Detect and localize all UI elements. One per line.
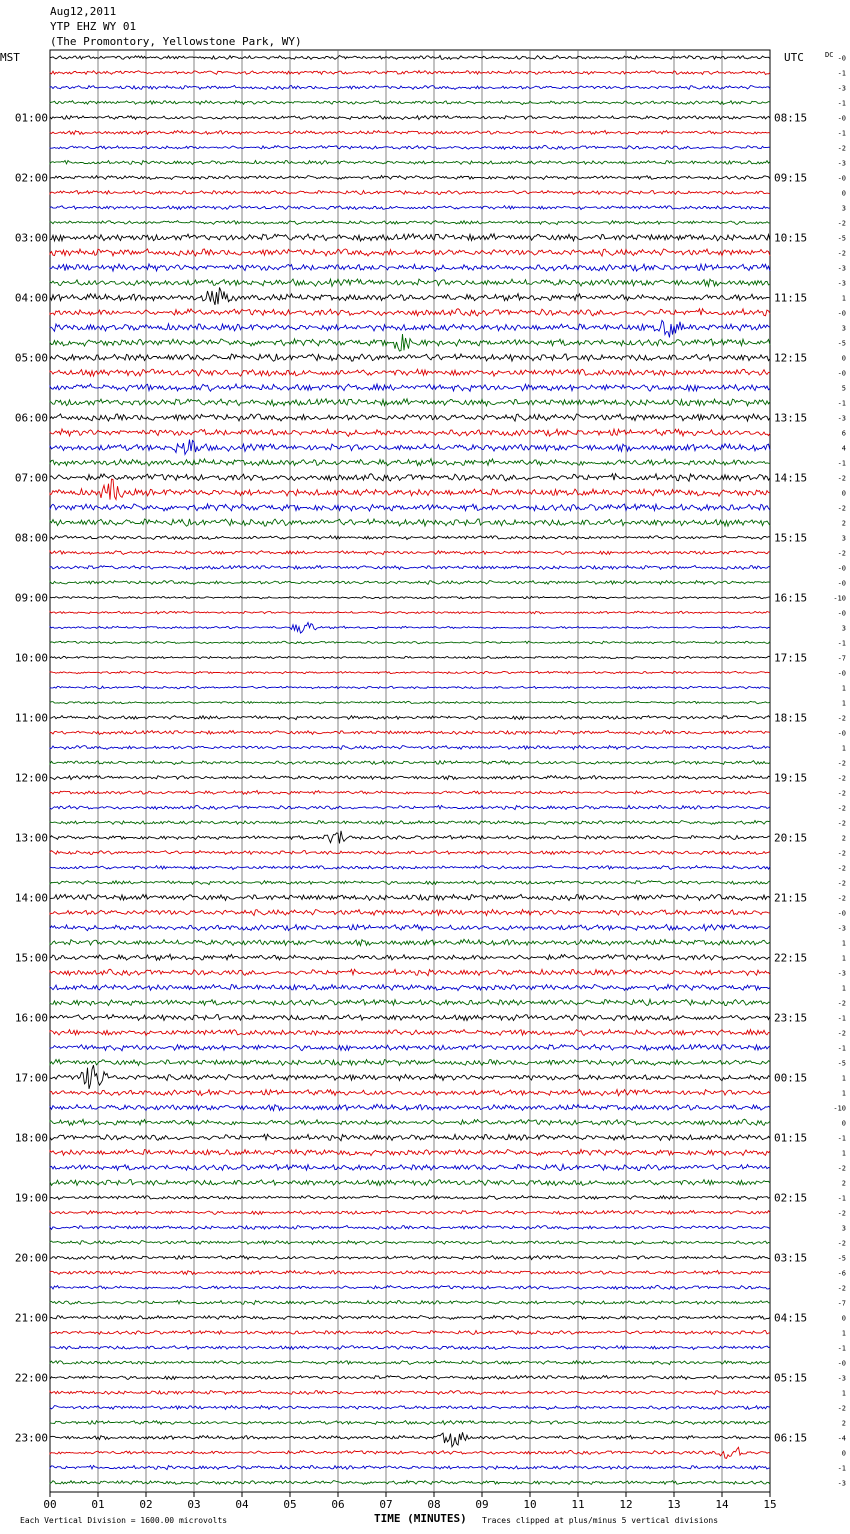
x-tick-label: 12 bbox=[619, 1498, 633, 1511]
x-tick-label: 13 bbox=[667, 1498, 681, 1511]
dc-offset-label: -0 bbox=[837, 54, 846, 63]
dc-offset-label: -3 bbox=[837, 414, 846, 423]
dc-offset-label: 0 bbox=[841, 1449, 846, 1458]
x-tick-label: 09 bbox=[475, 1498, 489, 1511]
dc-offset-label: -2 bbox=[837, 1239, 846, 1248]
trace-line bbox=[50, 731, 770, 735]
trace-line bbox=[50, 641, 770, 644]
dc-offset-label: -2 bbox=[837, 849, 846, 858]
trace-line bbox=[50, 821, 770, 825]
x-tick-label: 14 bbox=[715, 1498, 729, 1511]
trace-line bbox=[50, 1149, 770, 1155]
trace-line bbox=[50, 805, 770, 809]
dc-offset-label: -5 bbox=[837, 1254, 846, 1263]
dc-offset-label: -3 bbox=[837, 84, 846, 93]
trace-line bbox=[50, 1421, 770, 1425]
trace-line bbox=[50, 566, 770, 570]
dc-offset-label: -0 bbox=[837, 729, 846, 738]
trace-line bbox=[50, 101, 770, 105]
utc-hour-label: 03:15 bbox=[774, 1251, 808, 1265]
dc-offset-label: 5 bbox=[841, 384, 846, 393]
trace-line bbox=[50, 1030, 770, 1036]
dc-offset-label: 0 bbox=[841, 354, 846, 363]
dc-offset-label: -2 bbox=[837, 864, 846, 873]
dc-offset-label: -2 bbox=[837, 1164, 846, 1173]
utc-hour-label: 08:15 bbox=[774, 111, 808, 125]
utc-hour-label: 01:15 bbox=[774, 1131, 808, 1145]
trace-line bbox=[50, 1481, 770, 1485]
trace-line bbox=[50, 1391, 770, 1395]
trace-line bbox=[50, 1301, 770, 1305]
trace-line bbox=[50, 1059, 770, 1065]
utc-hour-label: 13:15 bbox=[774, 411, 808, 425]
utc-hour-label: 21:15 bbox=[774, 891, 808, 905]
dc-offset-label: 6 bbox=[841, 429, 846, 438]
dc-offset-label: -2 bbox=[837, 789, 846, 798]
dc-offset-label: -3 bbox=[837, 969, 846, 978]
trace-line bbox=[50, 384, 770, 391]
dc-offset-label: -1 bbox=[837, 99, 846, 108]
dc-offset-label: -3 bbox=[837, 264, 846, 273]
trace-line bbox=[50, 131, 770, 135]
trace-line bbox=[50, 939, 770, 945]
utc-hour-label: 11:15 bbox=[774, 291, 808, 305]
trace-line bbox=[50, 910, 770, 916]
dc-offset-label: -0 bbox=[837, 564, 846, 573]
x-tick-label: 01 bbox=[91, 1498, 105, 1511]
dc-offset-label: -2 bbox=[837, 219, 846, 228]
mst-hour-label: 14:00 bbox=[14, 891, 48, 905]
mst-hour-label: 19:00 bbox=[14, 1191, 48, 1205]
dc-offset-label: -2 bbox=[837, 759, 846, 768]
trace-line bbox=[50, 791, 770, 795]
trace-line bbox=[50, 716, 770, 720]
dc-offset-label: 1 bbox=[841, 1329, 846, 1338]
dc-offset-label: -3 bbox=[837, 924, 846, 933]
trace-line bbox=[50, 925, 770, 931]
trace-line bbox=[50, 504, 770, 511]
trace-line bbox=[50, 1346, 770, 1350]
trace-line bbox=[50, 954, 770, 960]
dc-offset-label: -5 bbox=[837, 1059, 846, 1068]
dc-offset-label: 0 bbox=[841, 489, 846, 498]
dc-offset-label: -3 bbox=[837, 279, 846, 288]
utc-hour-label: 14:15 bbox=[774, 471, 808, 485]
utc-hour-label: 04:15 bbox=[774, 1311, 808, 1325]
dc-offset-label: -3 bbox=[837, 1479, 846, 1488]
x-tick-label: 05 bbox=[283, 1498, 297, 1511]
dc-offset-label: -7 bbox=[837, 1299, 846, 1308]
trace-line bbox=[50, 1211, 770, 1215]
utc-hour-label: 15:15 bbox=[774, 531, 808, 545]
header-date: Aug12,2011 bbox=[50, 5, 117, 18]
dc-offset-label: -1 bbox=[837, 129, 846, 138]
trace-line bbox=[50, 1285, 770, 1289]
utc-hour-label: 06:15 bbox=[774, 1431, 808, 1445]
trace-line bbox=[50, 191, 770, 195]
trace-line bbox=[50, 279, 770, 286]
x-tick-label: 15 bbox=[763, 1498, 777, 1511]
trace-line bbox=[50, 851, 770, 855]
dc-offset-label: 1 bbox=[841, 1389, 846, 1398]
utc-hour-label: 00:15 bbox=[774, 1071, 808, 1085]
dc-offset-label: -2 bbox=[837, 1404, 846, 1413]
trace-line bbox=[50, 287, 770, 305]
trace-line bbox=[50, 176, 770, 180]
x-tick-label: 08 bbox=[427, 1498, 441, 1511]
dc-offset-label: -1 bbox=[837, 399, 846, 408]
x-tick-label: 02 bbox=[139, 1498, 153, 1511]
trace-line bbox=[50, 866, 770, 870]
trace-line bbox=[50, 1316, 770, 1320]
dc-offset-label: -1 bbox=[837, 639, 846, 648]
dc-offset-label: -7 bbox=[837, 654, 846, 663]
dc-offset-label: -2 bbox=[837, 1029, 846, 1038]
trace-line bbox=[50, 776, 770, 780]
dc-offset-label: 0 bbox=[841, 1314, 846, 1323]
mst-hour-label: 13:00 bbox=[14, 831, 48, 845]
trace-line bbox=[50, 551, 770, 555]
dc-offset-label: 2 bbox=[841, 1419, 846, 1428]
trace-line bbox=[50, 354, 770, 361]
trace-line bbox=[50, 1361, 770, 1365]
utc-hour-label: 17:15 bbox=[774, 651, 808, 665]
trace-line bbox=[50, 474, 770, 482]
mst-hour-label: 06:00 bbox=[14, 411, 48, 425]
trace-line bbox=[50, 264, 770, 271]
dc-offset-label: -2 bbox=[837, 474, 846, 483]
dc-offset-label: -3 bbox=[837, 159, 846, 168]
trace-line bbox=[50, 309, 770, 316]
utc-hour-label: 05:15 bbox=[774, 1371, 808, 1385]
mst-hour-label: 08:00 bbox=[14, 531, 48, 545]
dc-offset-label: -2 bbox=[837, 819, 846, 828]
dc-offset-label: -1 bbox=[837, 69, 846, 78]
dc-offset-label: -0 bbox=[837, 369, 846, 378]
trace-line bbox=[50, 894, 770, 900]
dc-offset-label: -1 bbox=[837, 459, 846, 468]
dc-offset-label: -0 bbox=[837, 909, 846, 918]
dc-offset-label: -2 bbox=[837, 504, 846, 513]
mst-hour-label: 09:00 bbox=[14, 591, 48, 605]
utc-hour-label: 12:15 bbox=[774, 351, 808, 365]
dc-offset-label: -2 bbox=[837, 549, 846, 558]
mst-hour-label: 03:00 bbox=[14, 231, 48, 245]
dc-offset-label: 4 bbox=[841, 444, 846, 453]
utc-hour-label: 10:15 bbox=[774, 231, 808, 245]
trace-line bbox=[50, 429, 770, 436]
dc-offset-label: -1 bbox=[837, 1014, 846, 1023]
trace-line bbox=[50, 1180, 770, 1186]
mst-hour-label: 11:00 bbox=[14, 711, 48, 725]
trace-line bbox=[50, 86, 770, 90]
dc-offset-label: -2 bbox=[837, 804, 846, 813]
trace-line bbox=[50, 1090, 770, 1096]
dc-offset-label: -0 bbox=[837, 309, 846, 318]
x-tick-label: 11 bbox=[571, 1498, 585, 1511]
dc-offset-label: -2 bbox=[837, 774, 846, 783]
dc-offset-label: -0 bbox=[837, 114, 846, 123]
dc-offset-label: 2 bbox=[841, 834, 846, 843]
dc-offset-label: 1 bbox=[841, 684, 846, 693]
trace-line bbox=[50, 596, 770, 598]
utc-hour-label: 18:15 bbox=[774, 711, 808, 725]
trace-line bbox=[50, 611, 770, 614]
dc-offset-label: -2 bbox=[837, 894, 846, 903]
trace-line bbox=[50, 761, 770, 765]
mst-hour-label: 07:00 bbox=[14, 471, 48, 485]
dc-offset-label: -10 bbox=[833, 594, 846, 603]
utc-hour-label: 19:15 bbox=[774, 771, 808, 785]
mst-hour-label: 17:00 bbox=[14, 1071, 48, 1085]
dc-offset-label: -1 bbox=[837, 1464, 846, 1473]
trace-line bbox=[50, 1406, 770, 1410]
mst-hour-label: 04:00 bbox=[14, 291, 48, 305]
dc-offset-label: 2 bbox=[841, 519, 846, 528]
dc-offset-label: 1 bbox=[841, 1149, 846, 1158]
mst-hour-label: 20:00 bbox=[14, 1251, 48, 1265]
dc-label: DC bbox=[825, 51, 834, 59]
mst-hour-label: 01:00 bbox=[14, 111, 48, 125]
x-tick-label: 03 bbox=[187, 1498, 201, 1511]
trace-line bbox=[50, 440, 770, 455]
trace-line bbox=[50, 1044, 770, 1050]
trace-line bbox=[50, 686, 770, 689]
dc-offset-label: -1 bbox=[837, 1194, 846, 1203]
x-axis-title: TIME (MINUTES) bbox=[374, 1512, 467, 1525]
dc-offset-label: 1 bbox=[841, 954, 846, 963]
trace-line bbox=[50, 71, 770, 75]
dc-offset-label: 3 bbox=[841, 324, 846, 333]
trace-line bbox=[50, 145, 770, 149]
dc-offset-label: 3 bbox=[841, 1224, 846, 1233]
trace-line bbox=[50, 623, 770, 634]
x-tick-label: 06 bbox=[331, 1498, 345, 1511]
trace-line bbox=[50, 1164, 770, 1170]
header-location: (The Promontory, Yellowstone Park, WY) bbox=[50, 35, 302, 48]
trace-line bbox=[50, 984, 770, 990]
dc-offset-label: 1 bbox=[841, 699, 846, 708]
mst-hour-label: 23:00 bbox=[14, 1431, 48, 1445]
mst-hour-label: 12:00 bbox=[14, 771, 48, 785]
dc-offset-label: -0 bbox=[837, 1359, 846, 1368]
dc-offset-label: -6 bbox=[837, 1269, 846, 1278]
trace-line bbox=[50, 1065, 770, 1089]
dc-offset-label: 1 bbox=[841, 984, 846, 993]
trace-line bbox=[50, 1241, 770, 1245]
trace-line bbox=[50, 881, 770, 885]
dc-offset-label: 1 bbox=[841, 939, 846, 948]
trace-line bbox=[50, 1271, 770, 1275]
x-tick-label: 04 bbox=[235, 1498, 249, 1511]
trace-line bbox=[50, 1447, 770, 1458]
x-tick-label: 10 bbox=[523, 1498, 537, 1511]
trace-line bbox=[50, 656, 770, 659]
trace-line bbox=[50, 1466, 770, 1470]
trace-line bbox=[50, 399, 770, 406]
dc-offset-label: 1 bbox=[841, 1089, 846, 1098]
utc-hour-label: 09:15 bbox=[774, 171, 808, 185]
dc-offset-label: -0 bbox=[837, 609, 846, 618]
trace-line bbox=[50, 221, 770, 225]
dc-offset-label: -5 bbox=[837, 234, 846, 243]
dc-offset-label: -0 bbox=[837, 174, 846, 183]
trace-line bbox=[50, 249, 770, 256]
trace-line bbox=[50, 1376, 770, 1380]
trace-line bbox=[50, 519, 770, 526]
trace-line bbox=[50, 459, 770, 466]
utc-hour-label: 20:15 bbox=[774, 831, 808, 845]
mst-hour-label: 16:00 bbox=[14, 1011, 48, 1025]
mst-hour-label: 18:00 bbox=[14, 1131, 48, 1145]
trace-line bbox=[50, 1256, 770, 1260]
mst-hour-label: 22:00 bbox=[14, 1371, 48, 1385]
utc-hour-label: 23:15 bbox=[774, 1011, 808, 1025]
trace-line bbox=[50, 56, 770, 60]
trace-line bbox=[50, 969, 770, 976]
trace-line bbox=[50, 536, 770, 540]
trace-line bbox=[50, 581, 770, 585]
dc-offset-label: -3 bbox=[837, 1374, 846, 1383]
dc-offset-label: -2 bbox=[837, 999, 846, 1008]
trace-line bbox=[50, 1196, 770, 1200]
header-station: YTP EHZ WY 01 bbox=[50, 20, 137, 33]
utc-axis-label: UTC bbox=[784, 51, 804, 64]
dc-offset-label: -2 bbox=[837, 249, 846, 258]
dc-offset-label: -2 bbox=[837, 144, 846, 153]
trace-line bbox=[50, 161, 770, 165]
dc-offset-label: 1 bbox=[841, 294, 846, 303]
mst-axis-label: MST bbox=[0, 51, 20, 64]
mst-hour-label: 05:00 bbox=[14, 351, 48, 365]
trace-line bbox=[50, 320, 770, 337]
trace-line bbox=[50, 479, 770, 500]
dc-offset-label: -2 bbox=[837, 1209, 846, 1218]
dc-offset-label: 1 bbox=[841, 744, 846, 753]
vertical-division-note: Each Vertical Division = 1600.00 microvolts bbox=[20, 1516, 228, 1525]
utc-hour-label: 02:15 bbox=[774, 1191, 808, 1205]
utc-hour-label: 16:15 bbox=[774, 591, 808, 605]
trace-line bbox=[50, 414, 770, 421]
utc-hour-label: 22:15 bbox=[774, 951, 808, 965]
dc-offset-label: 3 bbox=[841, 624, 846, 633]
dc-offset-label: 0 bbox=[841, 1119, 846, 1128]
trace-line bbox=[50, 206, 770, 210]
trace-line bbox=[50, 1432, 770, 1446]
trace-line bbox=[50, 1119, 770, 1125]
dc-offset-label: 2 bbox=[841, 1179, 846, 1188]
dc-offset-label: -2 bbox=[837, 879, 846, 888]
mst-hour-label: 02:00 bbox=[14, 171, 48, 185]
dc-offset-label: -2 bbox=[837, 714, 846, 723]
mst-hour-label: 10:00 bbox=[14, 651, 48, 665]
dc-offset-label: -1 bbox=[837, 1344, 846, 1353]
trace-line bbox=[50, 334, 770, 351]
dc-offset-label: -2 bbox=[837, 1284, 846, 1293]
dc-offset-label: -10 bbox=[833, 1104, 846, 1113]
mst-hour-label: 21:00 bbox=[14, 1311, 48, 1325]
trace-line bbox=[50, 1226, 770, 1230]
trace-line bbox=[50, 1104, 770, 1110]
trace-line bbox=[50, 369, 770, 376]
dc-offset-label: -1 bbox=[837, 1044, 846, 1053]
dc-offset-label: -0 bbox=[837, 579, 846, 588]
dc-offset-label: -5 bbox=[837, 339, 846, 348]
dc-offset-label: -1 bbox=[837, 1134, 846, 1143]
trace-line bbox=[50, 671, 770, 674]
dc-offset-label: 0 bbox=[841, 189, 846, 198]
dc-offset-label: -4 bbox=[837, 1434, 846, 1443]
dc-offset-label: 1 bbox=[841, 1074, 846, 1083]
mst-hour-label: 15:00 bbox=[14, 951, 48, 965]
trace-line bbox=[50, 1134, 770, 1140]
dc-offset-label: 3 bbox=[841, 204, 846, 213]
trace-line bbox=[50, 1015, 770, 1021]
dc-offset-label: -0 bbox=[837, 669, 846, 678]
x-tick-label: 07 bbox=[379, 1498, 393, 1511]
trace-line bbox=[50, 701, 770, 704]
dc-offset-label: 3 bbox=[841, 534, 846, 543]
x-tick-label: 00 bbox=[43, 1498, 57, 1511]
clip-note: Traces clipped at plus/minus 5 vertical divisions bbox=[482, 1516, 719, 1525]
trace-line bbox=[50, 746, 770, 750]
trace-line bbox=[50, 116, 770, 120]
trace-line bbox=[50, 831, 770, 844]
trace-line bbox=[50, 1331, 770, 1335]
trace-line bbox=[50, 999, 770, 1005]
trace-line bbox=[50, 234, 770, 241]
